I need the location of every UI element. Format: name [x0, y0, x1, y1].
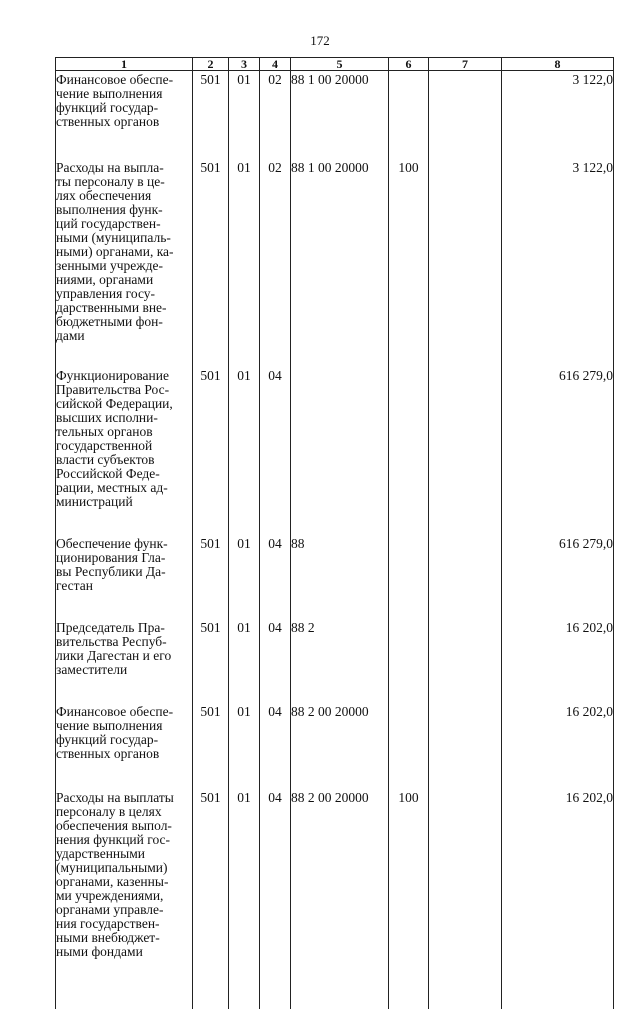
- table-row: [56, 71, 614, 160]
- cell-col3: 01: [229, 619, 260, 703]
- cell-col2: 501: [193, 367, 229, 535]
- cell-col7: [429, 789, 502, 959]
- cell-col5: 88: [291, 535, 389, 619]
- column-header-2: 2: [193, 58, 229, 71]
- cell-col3: 01: [229, 789, 260, 959]
- column-header-7: 7: [429, 58, 502, 71]
- cell-col5: 88 1 00 20000: [291, 71, 389, 160]
- cell-col6: [389, 619, 429, 703]
- cell-col4: 02: [260, 159, 291, 367]
- cell-col2: 501: [193, 535, 229, 619]
- row-name: Председатель Пра- вительства Респуб- лики Дагестан и его заместители: [56, 619, 193, 703]
- cell-col3: 01: [229, 71, 260, 160]
- table-body: [56, 71, 614, 1009]
- cell-col6: [389, 71, 429, 160]
- row-name: Финансовое обеспе- чение выполнения функций государ- ственных органов: [56, 71, 193, 160]
- cell-col5: 88 2 00 20000: [291, 703, 389, 789]
- column-header-3: 3: [229, 58, 260, 71]
- cell-col6: 100: [389, 159, 429, 367]
- cell-col4: 04: [260, 367, 291, 535]
- cell-col7: [429, 703, 502, 789]
- cell-col7: [429, 367, 502, 535]
- cell-col3: 01: [229, 159, 260, 367]
- cell-col7: [429, 535, 502, 619]
- cell-col3: 01: [229, 703, 260, 789]
- blank-cell: [229, 959, 260, 1009]
- cell-col4: 04: [260, 703, 291, 789]
- row-name: Функционирование Правительства Рос- сийской Федерации, высших исполни- тельных органов государственной власти субъектов Российской Феде- рации, местных ад- министраций: [56, 367, 193, 535]
- cell-amount: 616 279,0: [502, 535, 614, 619]
- column-header-4: 4: [260, 58, 291, 71]
- cell-col4: 04: [260, 535, 291, 619]
- blank-cell: [429, 959, 502, 1009]
- cell-col4: 02: [260, 71, 291, 160]
- cell-col6: 100: [389, 789, 429, 959]
- row-name: Финансовое обеспе- чение выполнения функций государ- ственных органов: [56, 703, 193, 789]
- table-row: [56, 703, 614, 789]
- table-row: [56, 159, 614, 367]
- row-name: Расходы на выплаты персоналу в целях обеспечения выпол- нения функций гос- ударственными (муниципальными) органами, казенны- ми учреждениями, органами управле- ния государствен- ными внебюджет- ными фондами: [56, 789, 193, 959]
- cell-col3: 01: [229, 367, 260, 535]
- cell-col6: [389, 703, 429, 789]
- column-header-6: 6: [389, 58, 429, 71]
- column-header-1: 1: [56, 58, 193, 71]
- cell-col2: 501: [193, 789, 229, 959]
- blank-cell: [502, 959, 614, 1009]
- cell-col5: 88 2: [291, 619, 389, 703]
- row-name: Обеспечение функ- ционирования Гла- вы Республики Да- гестан: [56, 535, 193, 619]
- cell-col2: 501: [193, 703, 229, 789]
- row-name: Расходы на выпла- ты персоналу в це- лях обеспечения выполнения функ- ций государствен- ными (муниципаль- ными) органами, ка- зенными учрежде- ниями, органами управления госу- дарственными вне- бюджетными фон- дами: [56, 159, 193, 367]
- cell-col7: [429, 71, 502, 160]
- table-row: [56, 535, 614, 619]
- blank-cell: [193, 959, 229, 1009]
- cell-amount: 16 202,0: [502, 703, 614, 789]
- page-number: 172: [0, 33, 640, 49]
- cell-col5: [291, 367, 389, 535]
- cell-col4: 04: [260, 789, 291, 959]
- cell-col5: 88 2 00 20000: [291, 789, 389, 959]
- blank-cell: [291, 959, 389, 1009]
- cell-col2: 501: [193, 619, 229, 703]
- cell-amount: 16 202,0: [502, 619, 614, 703]
- cell-col2: 501: [193, 71, 229, 160]
- budget-table: [55, 57, 614, 1009]
- cell-col5: 88 1 00 20000: [291, 159, 389, 367]
- blank-cell: [56, 959, 193, 1009]
- table-row: [56, 367, 614, 535]
- cell-amount: 616 279,0: [502, 367, 614, 535]
- cell-amount: 3 122,0: [502, 159, 614, 367]
- cell-col2: 501: [193, 159, 229, 367]
- cell-col6: [389, 367, 429, 535]
- cell-amount: 3 122,0: [502, 71, 614, 160]
- table-row: [56, 619, 614, 703]
- cell-col6: [389, 535, 429, 619]
- column-header-8: 8: [502, 58, 614, 71]
- header-row: [56, 58, 614, 71]
- blank-cell: [260, 959, 291, 1009]
- blank-cell: [389, 959, 429, 1009]
- cell-col7: [429, 619, 502, 703]
- cell-col7: [429, 159, 502, 367]
- cell-amount: 16 202,0: [502, 789, 614, 959]
- table-row-blank: [56, 959, 614, 1009]
- cell-col4: 04: [260, 619, 291, 703]
- cell-col3: 01: [229, 535, 260, 619]
- column-header-5: 5: [291, 58, 389, 71]
- table-row: [56, 789, 614, 959]
